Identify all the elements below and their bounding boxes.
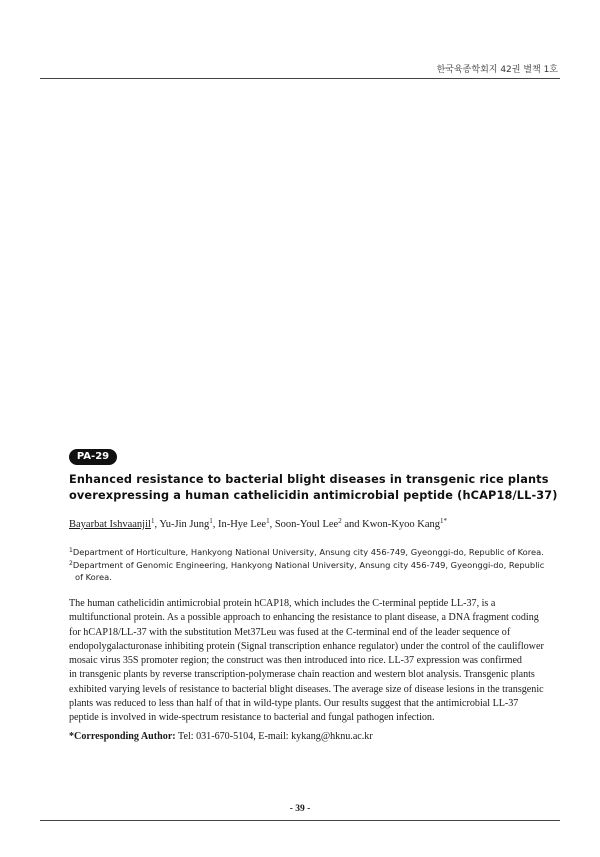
abstract-line: mosaic virus 35S promoter region; the construct was then introduced into rice. LL-37 expression was confirmed xyxy=(69,655,522,667)
author-name: Soon-Youl Lee xyxy=(274,519,339,530)
affiliation-text: Department of Horticulture, Hankyong National University, Ansung city 456-749, Gyeonggi-do, Republic of Korea. xyxy=(72,547,544,557)
affiliation-list xyxy=(69,545,549,583)
author-separator: , xyxy=(212,519,218,530)
abstract-line: plants was reduced to less than half of that in wild-type plants. Our results suggest that the antimicrobial LL-37 xyxy=(69,698,519,710)
author-affil-mark: 1 xyxy=(209,517,213,525)
author-affil-mark: 2 xyxy=(338,517,342,525)
header-rule xyxy=(40,78,560,79)
footer-rule xyxy=(40,820,560,821)
affiliation xyxy=(69,545,549,558)
corresponding-details: Tel: 031-670-5104, E-mail: kykang@hknu.ac.kr xyxy=(178,731,373,742)
abstract-id-badge: PA-29 xyxy=(69,449,117,465)
paper-title xyxy=(69,472,558,504)
author-name: Kwon-Kyoo Kang xyxy=(362,519,441,530)
author-separator: , xyxy=(269,519,275,530)
affiliation-mark: 2 xyxy=(69,560,73,567)
affiliation-mark: 1 xyxy=(69,547,73,554)
abstract-line: peptide is involved in wide-spectrum resistance to bacterial and fungal pathogen infection. xyxy=(69,712,435,724)
abstract-line: exhibited varying levels of resistance to bacterial blight diseases. The average size of disease lesions in the transgenic xyxy=(69,683,544,695)
author-affil-mark: 1 xyxy=(266,517,270,525)
title-line: Enhanced resistance to bacterial blight diseases in transgenic rice plants xyxy=(69,473,549,486)
abstract-body xyxy=(69,597,547,726)
corresponding-author xyxy=(69,731,373,742)
author-name: In-Hye Lee xyxy=(217,519,267,530)
affiliation xyxy=(69,558,549,583)
running-head: 한국육종학회지 42권 별책 1호 xyxy=(436,65,558,75)
abstract-line: for hCAP18/LL-37 with the substitution Met37Leu was fused at the C-terminal end of the leader sequence of xyxy=(69,626,511,638)
author-affil-mark: 1* xyxy=(440,517,448,525)
author-list xyxy=(69,517,447,530)
abstract-line: endopolygalacturonase inhibiting protein (Signal transcription enhance regulator) under the control of the cauliflower xyxy=(69,640,544,652)
author-name: Bayarbat Ishvaanjil xyxy=(69,519,151,530)
title-line: overexpressing a human cathelicidin antimicrobial peptide (hCAP18/LL-37) xyxy=(69,489,558,502)
author-separator: and xyxy=(341,519,363,530)
abstract-line: in transgenic plants by reverse transcription-polymerase chain reaction and western blot analysis. Transgenic plants xyxy=(69,669,535,681)
corresponding-label: *Corresponding Author: xyxy=(69,731,176,742)
affiliation-text: Department of Genomic Engineering, Hankyong National University, Ansung city 456-749, Gyeonggi-do, Republic of Korea. xyxy=(72,560,545,582)
abstract-line: multifunctional protein. As a possible approach to enhancing the resistance to plant disease, a DNA fragment coding xyxy=(69,612,539,624)
author-affil-mark: 1 xyxy=(150,517,155,525)
page-number: - 39 - xyxy=(289,804,311,814)
abstract-line: The human cathelicidin antimicrobial protein hCAP18, which includes the C-terminal peptide LL-37, is a xyxy=(69,598,496,609)
author-separator: , xyxy=(154,519,160,530)
author-name: Yu-Jin Jung xyxy=(159,519,210,530)
